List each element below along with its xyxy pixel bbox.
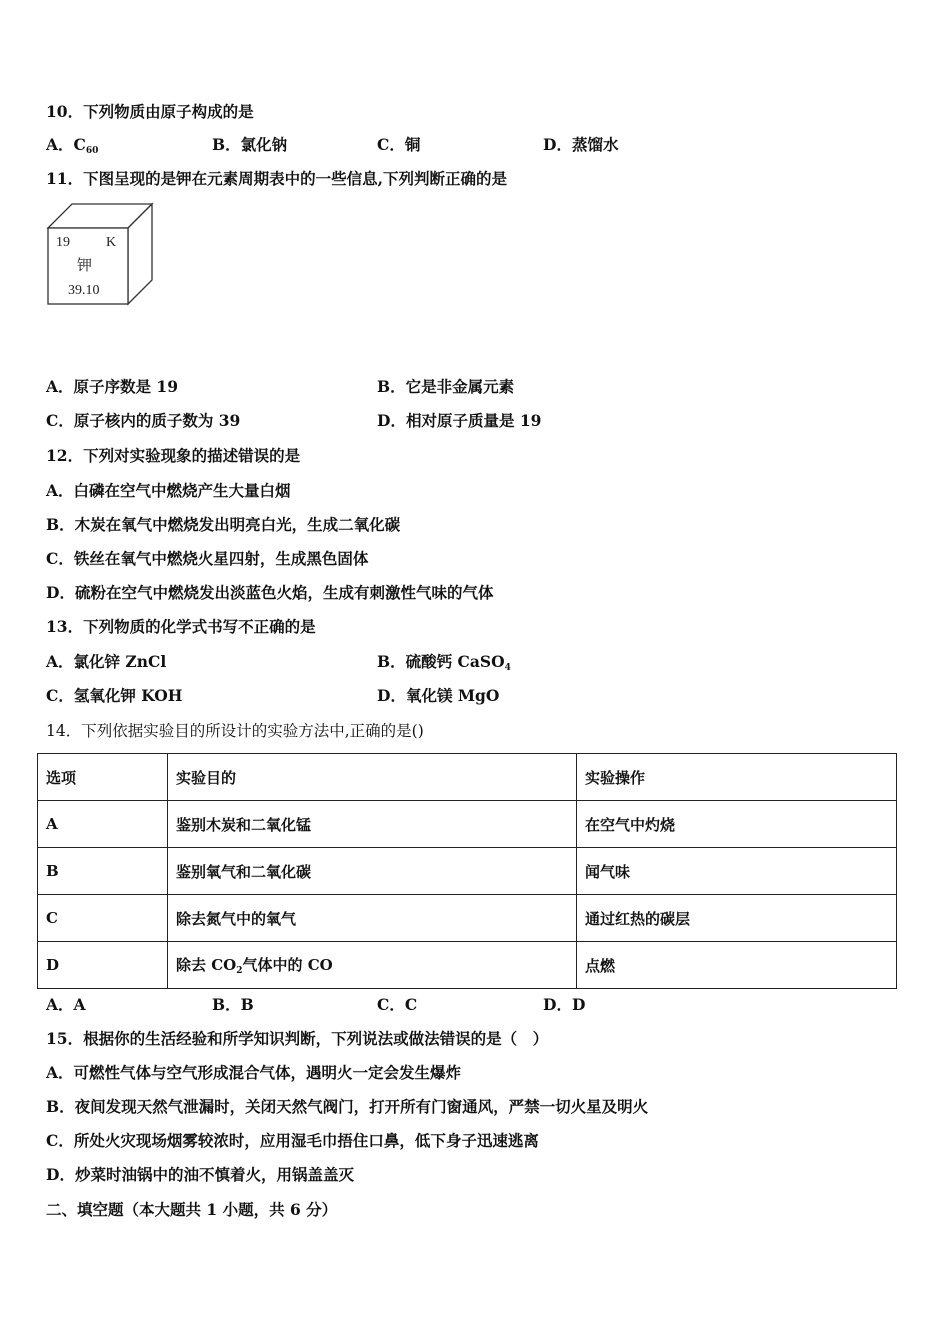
- row-option: B: [38, 848, 168, 895]
- q15-option-a: A．可燃性气体与空气形成混合气体，遇明火一定会发生爆炸: [46, 1063, 462, 1082]
- q11-option-c: C．原子核内的质子数为 39: [46, 411, 241, 430]
- row-operation: 点燃: [577, 942, 897, 989]
- row-option: C: [38, 895, 168, 942]
- row-option: A: [38, 801, 168, 848]
- q12-option-c: C．铁丝在氧气中燃烧火星四射，生成黑色固体: [46, 549, 369, 568]
- q13-stem: 13．下列物质的化学式书写不正确的是: [46, 617, 316, 636]
- element-number: 19: [56, 235, 70, 250]
- row-option: D: [38, 942, 168, 989]
- q14-option-a: A．A: [46, 995, 86, 1014]
- row-purpose: 除去氮气中的氧气: [168, 895, 577, 942]
- header-purpose: 实验目的: [168, 754, 577, 801]
- q13-option-b: [377, 652, 511, 678]
- q10-option-b: B．氯化钠: [212, 135, 288, 154]
- q10-option-c: C．铜: [377, 135, 421, 154]
- row-operation: 通过红热的碳层: [577, 895, 897, 942]
- element-symbol: K: [106, 235, 117, 250]
- row-purpose: 鉴别氧气和二氧化碳: [168, 848, 577, 895]
- q13-option-c: C．氢氧化钾 KOH: [46, 686, 183, 705]
- q14-table: [37, 753, 897, 989]
- q10-stem: 10．下列物质由原子构成的是: [46, 102, 254, 121]
- row-purpose-prefix: 除去 CO: [176, 956, 237, 974]
- header-option: 选项: [38, 754, 168, 801]
- q12-stem: 12．下列对实验现象的描述错误的是: [46, 446, 301, 465]
- table-header-row: [38, 754, 897, 801]
- table-row: [38, 848, 897, 895]
- q11-option-a: A．原子序数是 19: [46, 377, 178, 396]
- table-row: [38, 801, 897, 848]
- q14-stem: 14．下列依据实验目的所设计的实验方法中,正确的是(): [46, 722, 424, 740]
- row-operation: 在空气中灼烧: [577, 801, 897, 848]
- q14-option-b: B．B: [212, 995, 254, 1014]
- q11-option-d: D．相对原子质量是 19: [377, 411, 542, 430]
- q13-option-d: D．氧化镁 MgO: [377, 686, 500, 705]
- q14-option-d: D．D: [543, 995, 586, 1014]
- q12-option-d: D．硫粉在空气中燃烧发出淡蓝色火焰，生成有刺激性气味的气体: [46, 583, 494, 602]
- row-purpose-subscript: 2: [236, 966, 243, 976]
- q10-option-d: D．蒸馏水: [543, 135, 619, 154]
- q12-option-a: A．白磷在空气中燃烧产生大量白烟: [46, 481, 291, 500]
- q15-option-b: B．夜间发现天然气泄漏时，关闭天然气阀门，打开所有门窗通风，严禁一切火星及明火: [46, 1097, 649, 1116]
- table-row: [38, 895, 897, 942]
- q13-option-b-subscript: 4: [504, 663, 511, 673]
- periodic-table-cell-figure: [46, 202, 154, 306]
- element-name: 钾: [77, 256, 93, 274]
- row-operation: 闻气味: [577, 848, 897, 895]
- q10-option-a: [46, 135, 98, 161]
- row-purpose-suffix: 气体中的 CO: [242, 956, 333, 974]
- element-mass: 39.10: [68, 283, 100, 298]
- q10-option-a-subscript: 60: [85, 146, 99, 156]
- q13-option-a: A．氯化锌 ZnCl: [46, 652, 167, 671]
- header-operation: 实验操作: [577, 754, 897, 801]
- q15-option-c: C．所处火灾现场烟雾较浓时，应用湿毛巾捂住口鼻，低下身子迅速逃离: [46, 1131, 539, 1150]
- table-row: [38, 942, 897, 989]
- q15-stem: 15．根据你的生活经验和所学知识判断，下列说法或做法错误的是（ ）: [46, 1029, 549, 1048]
- q11-option-b: B．它是非金属元素: [377, 377, 515, 396]
- q13-option-b-text: B．硫酸钙 CaSO: [377, 652, 505, 671]
- q15-option-d: D．炒菜时油锅中的油不慎着火，用锅盖盖灭: [46, 1165, 354, 1184]
- q12-option-b: B．木炭在氧气中燃烧发出明亮白光，生成二氧化碳: [46, 515, 401, 534]
- q11-stem: 11．下图呈现的是钾在元素周期表中的一些信息,下列判断正确的是: [46, 169, 507, 188]
- row-purpose: [168, 942, 577, 989]
- q14-option-c: C．C: [377, 995, 418, 1014]
- row-purpose: 鉴别木炭和二氧化锰: [168, 801, 577, 848]
- section-heading: 二、填空题（本大题共 1 小题，共 6 分）: [46, 1200, 338, 1219]
- q10-option-a-text: A．C: [46, 135, 86, 154]
